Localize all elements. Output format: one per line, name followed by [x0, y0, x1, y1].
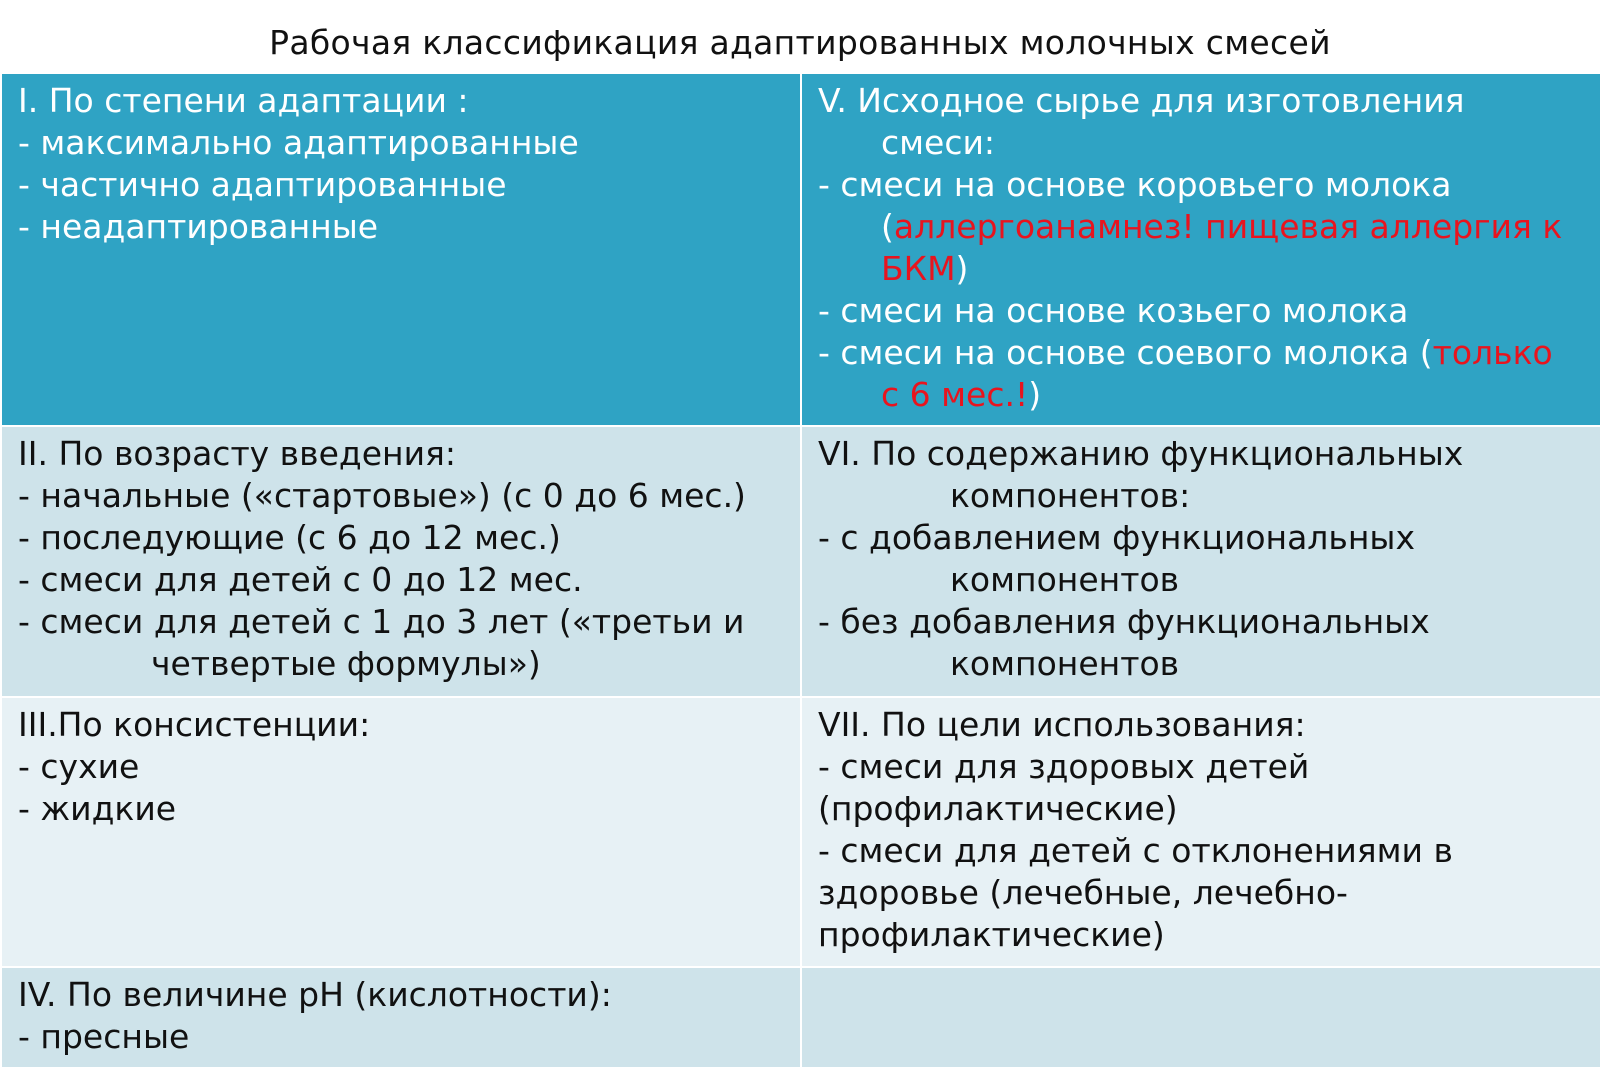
list-item-cont: здоровье (лечебные, лечебно-: [818, 873, 1348, 912]
list-item-cont: профилактические): [818, 915, 1165, 954]
cell-raw-material: [801, 73, 1600, 426]
list-item: - смеси на основе коровьего молока: [818, 165, 1452, 204]
warning-text: БКМ: [881, 249, 956, 288]
list-item-note: [818, 374, 1586, 416]
list-item: - с добавлением функциональных: [818, 518, 1416, 557]
warning-text: с 6 мес.!: [881, 375, 1029, 414]
list-item-cont: компонентов: [950, 644, 1180, 683]
list-item: - смеси для детей с 1 до 3 лет («третьи и: [18, 602, 745, 641]
section-heading: VI. По содержанию функциональных: [818, 434, 1464, 473]
list-item: - начальные («стартовые») (с 0 до 6 мес.): [18, 476, 746, 515]
list-item: [818, 332, 1586, 374]
list-item: - пресные: [18, 1017, 190, 1056]
classification-table: [0, 72, 1600, 1069]
list-item: - максимально адаптированные: [18, 123, 579, 162]
section-heading: VII. По цели использования:: [818, 705, 1306, 744]
cell-adaptation-degree: [1, 73, 801, 426]
section-heading-cont: компонентов:: [950, 476, 1191, 515]
section-heading: III.По консистенции:: [18, 705, 371, 744]
table-row: [1, 697, 1600, 967]
note-paren: ): [1028, 375, 1042, 414]
list-item: - последующие (с 6 до 12 мес.): [18, 518, 561, 557]
list-item-note: [818, 206, 1586, 248]
list-item-cont: четвертые формулы»): [151, 644, 541, 683]
list-item: - смеси на основе козьего молока: [818, 291, 1409, 330]
section-heading: II. По возрасту введения:: [18, 434, 456, 473]
table-row: [1, 73, 1600, 426]
list-item: - жидкие: [18, 789, 177, 828]
cell-consistency: [1, 697, 801, 967]
table-row: [1, 967, 1600, 1068]
warning-text: только: [1432, 333, 1553, 372]
section-heading: V. Исходное сырье для изготовления: [818, 81, 1465, 120]
cell-ph-acidity: [1, 967, 801, 1068]
section-heading: I. По степени адаптации :: [18, 81, 469, 120]
list-item-note: [818, 248, 1586, 290]
cell-introduction-age: [1, 426, 801, 697]
list-item-text: - смеси на основе соевого молока (: [818, 333, 1433, 372]
cell-empty: [801, 967, 1600, 1068]
cell-functional-components: [801, 426, 1600, 697]
list-item: - сухие: [18, 747, 140, 786]
list-item: - частично адаптированные: [18, 165, 507, 204]
list-item: - неадаптированные: [18, 207, 379, 246]
list-item: - смеси для детей с 0 до 12 мес.: [18, 560, 583, 599]
note-paren: ): [955, 249, 969, 288]
page-title: Рабочая классификация адаптированных молочных смесей: [269, 23, 1331, 62]
list-item-cont: компонентов: [950, 560, 1180, 599]
section-heading: IV. По величине pH (кислотности):: [18, 975, 612, 1014]
warning-text: аллергоанамнез! пищевая аллергия к: [893, 207, 1563, 246]
note-paren: (: [881, 207, 894, 246]
table-row: [1, 426, 1600, 697]
list-item: - смеси для здоровых детей: [818, 747, 1310, 786]
list-item: - смеси для детей с отклонениями в: [818, 831, 1453, 870]
cell-usage-purpose: [801, 697, 1600, 967]
section-heading-cont: смеси:: [881, 123, 996, 162]
list-item: - без добавления функциональных: [818, 602, 1430, 641]
list-item-cont: (профилактические): [818, 789, 1178, 828]
